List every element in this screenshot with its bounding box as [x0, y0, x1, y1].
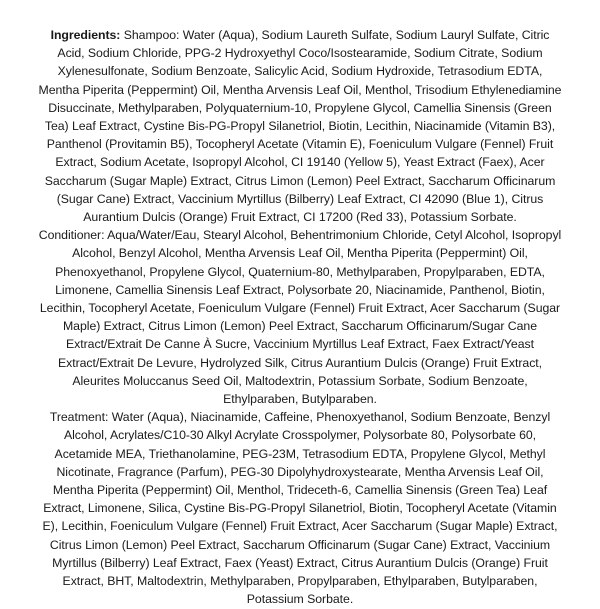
- conditioner-ingredients-text: Conditioner: Aqua/Water/Eau, Stearyl Alcohol, Behentrimonium Chloride, Cetyl Alcohol, Isopropyl Alcohol, Benzyl Alcohol, Mentha Arvensis Leaf Oil, Mentha Piperita (Peppermint) Oil, Phenoxyethanol, Propylene Glycol, Quaternium-80, Methylparaben, Propylparaben, EDTA, Limonene, Camellia Sinensis Leaf Extract, Polysorbate 20, Niacinamide, Panthenol, Biotin, Lecithin, Tocopheryl Acetate, Foeniculum Vulgare (Fennel) Fruit Extract, Acer Saccharum (Sugar Maple) Extract, Citrus Limon (Lemon) Peel Extract, Saccharum Officinarum/Sugar Cane Extract/Extrait De Canne À Sucre, Vaccinium Myrtillus Leaf Extract, Faex Extract/Yeast Extract/Extrait De Levure, Hydrolyzed Silk, Citrus Aurantium Dulcis (Orange) Fruit Extract, Aleurites Moluccanus Seed Oil, Maltodextrin, Potassium Sorbate, Sodium Benzoate, Ethylparaben, Butylparaben.: [38, 228, 562, 407]
- treatment-ingredients-text: Treatment: Water (Aqua), Niacinamide, Caffeine, Phenoxyethanol, Sodium Benzoate, Benzyl Alcohol, Acrylates/C10-30 Alkyl Acrylate Crosspolymer, Polysorbate 80, Polysorbate 60, Acetamide MEA, Triethanolamine, PEG-23M, Tetrasodium EDTA, Propylene Glycol, Methyl Nicotinate, Fragrance (Parfum), PEG-30 Dipolyhydroxystearate, Mentha Arvensis Leaf Oil, Mentha Piperita (Peppermint) Oil, Menthol, Trideceth-6, Camellia Sinensis (Green Tea) Leaf Extract, Limonene, Silica, Cystine Bis-PG-Propyl Silanetriol, Biotin, Tocopheryl Acetate (Vitamin E), Lecithin, Foeniculum Vulgare (Fennel) Fruit Extract, Acer Saccharum (Sugar Maple) Extract, Citrus Limon (Lemon) Peel Extract, Saccharum Officinarum (Sugar Cane) Extract, Vaccinium Myrtillus (Bilberry) Leaf Extract, Faex (Yeast) Extract, Citrus Aurantium Dulcis (Orange) Fruit Extract, BHT, Maltodextrin, Methylparaben, Propylparaben, Ethylparaben, Butylparaben, Potassium Sorbate.: [42, 410, 558, 607]
- treatment-ingredients-paragraph: [36, 408, 564, 608]
- shampoo-ingredients-paragraph: [36, 26, 564, 226]
- shampoo-ingredients-text: Shampoo: Water (Aqua), Sodium Laureth Sulfate, Sodium Lauryl Sulfate, Citric Acid, Sodium Chloride, PPG-2 Hydroxyethyl Coco/Isostearamide, Sodium Citrate, Sodium Xylenesulfonate, Sodium Benzoate, Salicylic Acid, Sodium Hydroxide, Tetrasodium EDTA, Mentha Piperita (Peppermint) Oil, Mentha Arvensis Leaf Oil, Menthol, Trisodium Ethylenediamine Disuccinate, Methylparaben, Polyquaternium-10, Propylene Glycol, Camellia Sinensis (Green Tea) Leaf Extract, Cystine Bis-PG-Propyl Silanetriol, Biotin, Lecithin, Niacinamide (Vitamin B3), Panthenol (Provitamin B5), Tocopheryl Acetate (Vitamin E), Foeniculum Vulgare (Fennel) Fruit Extract, Sodium Acetate, Isopropyl Alcohol, CI 19140 (Yellow 5), Yeast Extract (Faex), Acer Saccharum (Sugar Maple) Extract, Citrus Limon (Lemon) Peel Extract, Saccharum Officinarum (Sugar Cane) Extract, Vaccinium Myrtillus (Bilberry) Leaf Extract, CI 42090 (Blue 1), Citrus Aurantium Dulcis (Orange) Fruit Extract, CI 17200 (Red 33), Potassium Sorbate.: [38, 28, 562, 225]
- ingredients-document: [0, 26, 600, 609]
- conditioner-ingredients-paragraph: [36, 226, 564, 408]
- ingredients-heading: Ingredients:: [50, 28, 121, 42]
